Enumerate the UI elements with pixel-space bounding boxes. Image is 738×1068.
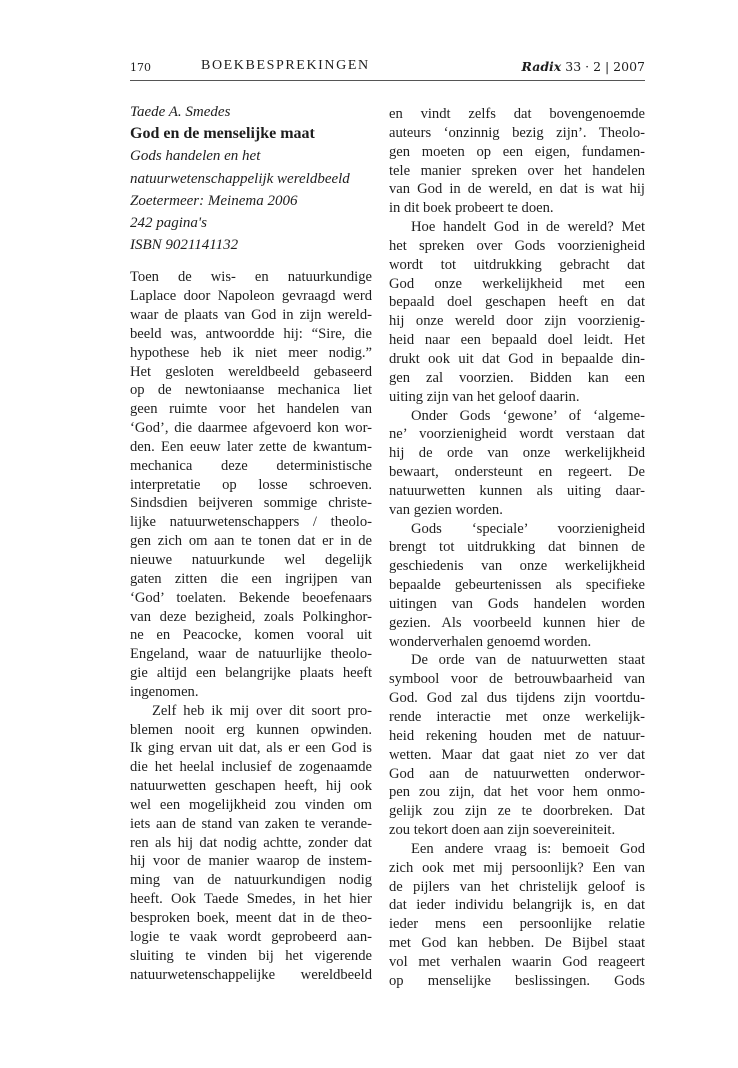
text-line: gezien. Als voorbeeld kunnen hier de: [389, 614, 645, 631]
text-line: vol met verhalen waarin God reageert: [389, 953, 645, 970]
paragraph: [389, 840, 645, 991]
text-line: wordt tot uitdrukking gebracht dat: [389, 256, 645, 273]
book-publisher: Zoetermeer: Meinema 2006: [130, 192, 298, 209]
text-line: heid naar een bepaald doel leidt. Het: [389, 332, 645, 349]
text-line: gaten zitten die een ingrijpen van: [130, 570, 372, 587]
text-line: met God kan hebben. De Bijbel staat: [389, 935, 645, 952]
text-line: Laplace door Napoleon gevraagd werd: [130, 288, 372, 305]
book-title: God en de menselijke maat: [130, 125, 315, 143]
text-line: blemen nooit erg kunnen opwinden.: [130, 721, 372, 738]
text-line: wonderverhalen genoemd worden.: [389, 633, 592, 650]
text-line: hij de orde van onze werkelijkheid: [389, 445, 645, 462]
text-line: gie altijd een belangrijke plaats heeft: [130, 665, 372, 682]
text-line: interpretatie op losse schroeven.: [130, 476, 372, 493]
text-line: tele manier spreken over het handelen: [389, 162, 645, 179]
paragraph: [389, 218, 645, 406]
text-line: God aan de natuurwetten onderwor-: [389, 765, 645, 782]
text-line: Hoe handelt God in de wereld? Met: [411, 219, 645, 236]
book-subtitle: Gods handelen en het: [130, 148, 261, 165]
text-line: bepaald doel geschapen heeft en dat: [389, 294, 645, 311]
text-line: natuurwetenschappelijke wereldbeeld: [130, 966, 372, 983]
paragraph: [130, 702, 372, 985]
right-column: [389, 105, 645, 991]
text-line: Toen de wis- en natuurkundige: [130, 269, 372, 286]
text-line: gen zal voorzien. Bidden kan een: [389, 369, 645, 386]
text-line: ingenomen.: [130, 683, 199, 700]
text-line: ne en Peacocke, komen vooral uit: [130, 627, 372, 644]
text-line: het spreken over Gods voorzienigheid: [389, 237, 645, 254]
text-line: gen zich om aan te tonen dat er in de: [130, 533, 372, 550]
left-column: [130, 101, 372, 984]
text-line: symbool voor de betrouwbaarheid van: [389, 671, 645, 688]
text-line: hij onze wereld door zijn voorzienig-: [389, 313, 645, 330]
book-pages: 242 pagina's: [130, 214, 207, 231]
text-line: uiting zijn van het geloof daarin.: [389, 388, 580, 405]
text-line: sluiting te vinden bij het vigerende: [130, 947, 372, 964]
text-line: gen moeten op een eigen, fundamen-: [389, 143, 645, 160]
text-line: van God in de wereld, en dat is wat hij: [389, 181, 645, 198]
running-header: [130, 58, 645, 81]
review-text-right: [389, 105, 645, 991]
paragraph: [389, 407, 645, 520]
text-line: Het gesloten wereldbeeld gebaseerd: [130, 363, 372, 380]
journal-issue: 33 · 2 | 2007: [565, 59, 645, 74]
text-line: brengt tot uitdrukking dat binnen de: [389, 539, 645, 556]
text-line: ming van de natuurkundigen nodig: [130, 872, 372, 889]
journal-name: Radix: [521, 59, 562, 74]
text-line: heid rekening houden met de natuur-: [389, 727, 645, 744]
text-line: van gezien worden.: [389, 501, 503, 518]
text-line: geschiedenis van onze werkelijkheid: [389, 558, 645, 575]
text-line: geen ruimte voor het handelen van: [130, 401, 372, 418]
text-line: ieder mens een persoonlijke relatie: [389, 916, 645, 933]
book-isbn: ISBN 9021141132: [130, 237, 239, 254]
text-line: uitingen van Gods handelen worden: [389, 595, 645, 612]
text-line: wel een mogelijkheid zou vinden om: [130, 796, 372, 813]
text-line: op de newtoniaanse mechanica liet: [130, 382, 372, 399]
page-number: 170: [130, 61, 151, 74]
text-line: bewaart, ondersteunt en regeert. De: [389, 464, 645, 481]
text-line: drukt ook uit dat God in bepaalde din-: [389, 350, 645, 367]
text-line: Gods ‘speciale’ voorzienigheid: [411, 520, 645, 537]
paragraph: [389, 105, 645, 218]
text-line: die het heelal inclusief de zogenaamde: [130, 759, 372, 776]
paragraph: [389, 520, 645, 652]
text-line: natuurwetten geschapen heeft, hij ook: [130, 778, 372, 795]
text-line: God onze werkelijkheid met een: [389, 275, 645, 292]
text-line: hypothese heb ik niet meer nodig.”: [130, 344, 372, 361]
text-line: Zelf heb ik mij over dit soort pro-: [152, 702, 372, 719]
text-line: mechanica deze deterministische: [130, 457, 372, 474]
text-line: ren als hij dat nodig achtte, zonder dat: [130, 834, 372, 851]
text-line: beeld was, antwoordde hij: “Sire, die: [130, 325, 372, 342]
text-line: de pijlers van het christelijk geloof is: [389, 878, 645, 895]
journal-info: [522, 59, 645, 74]
text-line: den. Een eeuw later zette de kwantum-: [130, 438, 372, 455]
text-line: iets aan de stand van zaken te verande-: [130, 815, 372, 832]
text-line: op menselijke beslissingen. Gods: [389, 972, 645, 989]
text-line: Engeland, waar de natuurlijke theolo-: [130, 646, 372, 663]
text-line: Een andere vraag is: bemoeit God: [411, 840, 645, 857]
text-line: en vindt zelfs dat bovengenoemde: [389, 106, 645, 122]
text-line: waar de plaats van God in zijn wereld-: [130, 307, 372, 323]
text-line: bepaalde gebeurtenissen als specifieke: [389, 577, 645, 594]
book-author: Taede A. Smedes: [130, 104, 231, 120]
book-subtitle: natuurwetenschappelijk wereldbeeld: [130, 170, 350, 187]
text-line: gelijk zou zijn ze te doorbreken. Dat: [389, 803, 645, 820]
text-line: zou tekort doen aan zijn soevereiniteit.: [389, 822, 616, 839]
paragraph: [130, 268, 372, 701]
text-line: logie te vaak wordt geprobeerd aan-: [130, 928, 372, 945]
text-line: van deze bezigheid, zoals Polkinghor-: [130, 608, 372, 625]
text-line: in dit boek probeert te doen.: [389, 200, 554, 217]
book-details: [130, 101, 372, 256]
text-line: Sindsdien beijveren sommige christe-: [130, 495, 372, 512]
text-line: Onder Gods ‘gewone’ of ‘algeme-: [411, 407, 645, 424]
text-line: God. God zal dus tijdens zijn voortdu-: [389, 690, 645, 707]
text-line: besproken boek, meent dat in de theo-: [130, 910, 372, 926]
review-text-left: [130, 268, 372, 984]
text-line: Ik ging ervan uit dat, als er een God is: [130, 740, 372, 757]
text-line: lijke natuurwetenschappers / theolo-: [130, 514, 372, 531]
text-line: ne’ voorzienigheid wordt verstaan dat: [389, 426, 645, 443]
text-line: zich ook met mij persoonlijk? Een van: [389, 859, 645, 876]
paragraph: [389, 651, 645, 839]
text-line: hij voor de manier waarop de instem-: [130, 853, 372, 870]
text-line: ‘God’, die daarmee afgevoerd kon wor-: [130, 420, 372, 437]
text-line: auteurs ‘onzinnig bezig zijn’. Theolo-: [389, 124, 645, 141]
text-line: dat ieder individu belangrijk is, en dat: [389, 897, 645, 914]
text-line: pen zou zijn, dat het voor hem onmo-: [389, 784, 645, 801]
text-line: rende interactie met onze werkelijk-: [389, 709, 645, 725]
text-line: De orde van de natuurwetten staat: [411, 652, 645, 669]
text-line: heeft. Ook Taede Smedes, in het hier: [130, 891, 372, 908]
text-line: nieuwe natuurkunde wel degelijk: [130, 551, 372, 568]
text-line: ‘God’ toelaten. Bekende beoefenaars: [130, 589, 372, 606]
text-line: natuurwetten kunnen als uiting daar-: [389, 482, 645, 499]
section-title: BOEKBESPREKINGEN: [201, 58, 370, 73]
text-line: wetten. Maar dat gaat niet zo ver dat: [389, 746, 645, 763]
